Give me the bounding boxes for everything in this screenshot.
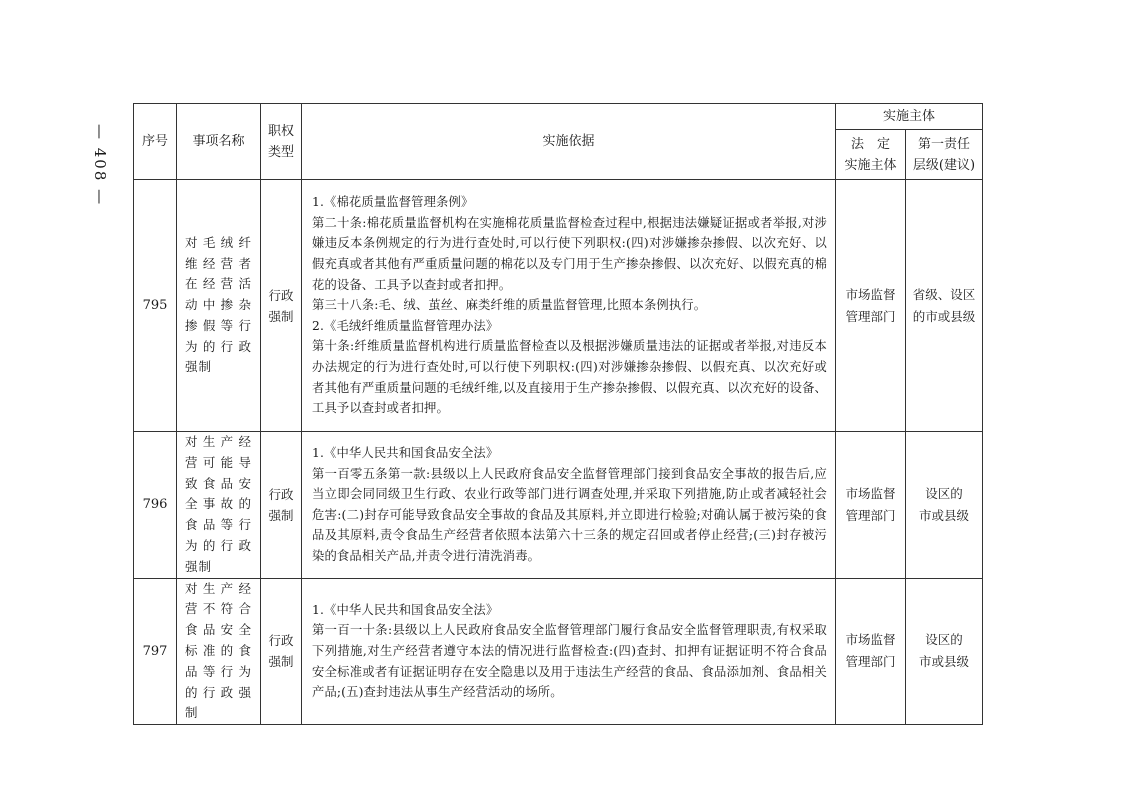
basis-paragraph: 2.《毛绒纤维质量监督管理办法》 [312, 318, 499, 333]
row-item-name [177, 578, 261, 725]
enforcement-table [133, 103, 983, 725]
row-legal-subject-line2: 管理部门 [845, 308, 896, 324]
table-row [134, 432, 983, 579]
row-legal-subject [836, 180, 906, 432]
basis-paragraph: 第十条:纤维质量监督机构进行质量监督检查以及根据涉嫌质量违法的证据或者举报,对违反本办法规定的行为进行查处时,可以行使下列职权:(四)对涉嫌掺杂掺假、以假充真、以次充好或者其他有严重质量问题的毛绒纤维,以及直接用于生产掺杂掺假、以假充真、以次充好的设备、工具予以查封或者扣押。 [312, 339, 827, 416]
table-row [134, 578, 983, 725]
row-legal-subject-line1: 市场监督 [845, 286, 896, 302]
header-legal-line2: 实施主体 [844, 157, 897, 173]
table-row [134, 180, 983, 432]
header-basis: 实施依据 [302, 104, 836, 180]
basis-paragraph: 1.《中华人民共和国食品安全法》 [312, 446, 499, 460]
row-power-type-line2: 强制 [268, 308, 294, 324]
row-item-name [177, 432, 261, 579]
row-legal-subject-line2: 管理部门 [845, 507, 896, 523]
row-seq: 795 [134, 180, 177, 432]
header-responsibility-level [906, 130, 983, 180]
row-level-line1: 设区的 [925, 485, 963, 501]
row-seq: 797 [134, 578, 177, 725]
header-type-line1: 职权 [267, 123, 294, 139]
basis-paragraph: 第二十条:棉花质量监督机构在实施棉花质量监督检查过程中,根据违法嫌疑证据或者举报,对涉嫌违反本条例规定的行为进行查处时,可以行使下列职权:(四)对涉嫌掺杂掺假、以次充好、以假充真或者其他有严重质量问题的棉花以及专门用于生产掺杂掺假、以次充好、以假充真的棉花的设备、工具予以查封或者扣押。 [312, 215, 827, 292]
header-level-line1: 第一责任 [918, 136, 971, 152]
row-legal-basis [302, 180, 836, 432]
row-level-line2: 的市或县级 [912, 308, 976, 324]
basis-paragraph: 第一百零五条第一款:县级以上人民政府食品安全监督管理部门接到食品安全事故的报告后,应当立即会同同级卫生行政、农业行政等部门进行调查处理,并采取下列措施,防止或者减轻社会危害:(二)封存可能导致食品安全事故的食品及其原料,并立即进行检验;对确认属于被污染的食品及其原料,责令食品生产经营者依照本法第六十三条的规定召回或者停止经营;(三)封存被污染的食品相关产品,并责令进行清洗消毒。 [312, 466, 827, 563]
row-legal-basis [302, 578, 836, 725]
row-level-line1: 设区的 [925, 632, 963, 648]
row-power-type-line1: 行政 [268, 633, 294, 649]
page-number: — 408 — [91, 123, 109, 207]
header-seq: 序号 [134, 104, 177, 180]
row-item-name-text: 对生产经营不符合食品安全标准的食品等行为的行政强制 [185, 580, 252, 721]
basis-paragraph: 第一百一十条:县级以上人民政府食品安全监督管理部门履行食品安全监督管理职责,有权采取下列措施,对生产经营者遵守本法的情况进行监督检查:(四)查封、扣押有证据证明不符合食品安全标准或者有证据证明存在安全隐患以及用于违法生产经营的食品、食品添加剂、食品相关产品;(五)查封违法从事生产经营活动的场所。 [312, 623, 827, 700]
header-type [261, 104, 302, 180]
row-power-type [261, 578, 302, 725]
row-power-type [261, 180, 302, 432]
header-level-line2: 层级(建议) [912, 157, 976, 173]
row-power-type-line2: 强制 [268, 654, 294, 670]
header-type-line2: 类型 [267, 144, 294, 160]
row-power-type-line2: 强制 [268, 507, 294, 523]
row-item-name-text: 对毛绒纤维经营者在经营活动中掺杂掺假等行为的行政强制 [185, 234, 252, 375]
header-subject-group: 实施主体 [836, 104, 983, 130]
row-level-line2: 市或县级 [919, 654, 970, 670]
row-power-type-line1: 行政 [268, 486, 294, 502]
row-legal-subject [836, 578, 906, 725]
row-level-line1: 省级、设区 [912, 286, 976, 302]
header-name: 事项名称 [177, 104, 261, 180]
row-item-name-text: 对生产经营可能导致食品安全事故的食品等行为的行政强制 [185, 434, 252, 574]
row-legal-basis [302, 432, 836, 579]
row-item-name [177, 180, 261, 432]
row-power-type-line1: 行政 [268, 287, 294, 303]
row-legal-subject-line1: 市场监督 [845, 632, 896, 648]
row-legal-subject-line1: 市场监督 [845, 485, 896, 501]
basis-paragraph: 第三十八条:毛、绒、茧丝、麻类纤维的质量监督管理,比照本条例执行。 [312, 298, 707, 313]
basis-paragraph: 1.《中华人民共和国食品安全法》 [312, 602, 499, 617]
row-legal-subject-line2: 管理部门 [845, 654, 896, 670]
header-legal-subject [836, 130, 906, 180]
basis-paragraph: 1.《棉花质量监督管理条例》 [312, 195, 474, 210]
row-level-line2: 市或县级 [919, 507, 970, 523]
row-seq: 796 [134, 432, 177, 579]
row-responsibility-level [906, 180, 983, 432]
row-power-type [261, 432, 302, 579]
header-legal-line1: 法 定 [850, 136, 890, 152]
row-legal-subject [836, 432, 906, 579]
row-responsibility-level [906, 578, 983, 725]
row-responsibility-level [906, 432, 983, 579]
